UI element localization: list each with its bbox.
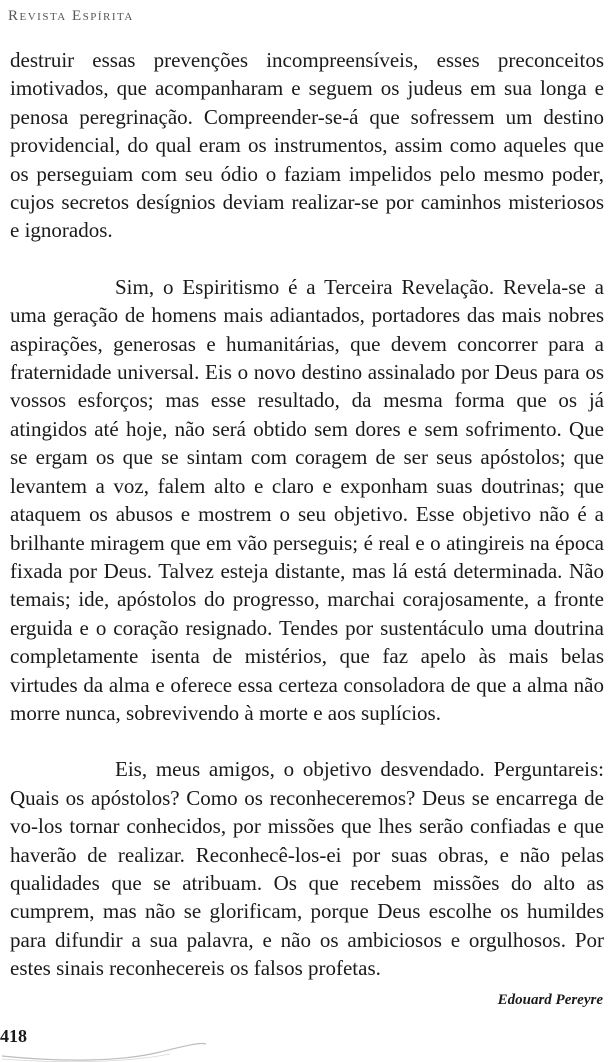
body-text [10, 46, 604, 1011]
running-header: Revista Espírita [8, 8, 134, 24]
paragraph-third-revelation: Sim, o Espiritismo é a Terceira Revelação. Revela-se a uma geração de homens mais adiantados, portadores das mais nobres aspirações, generosas e humanitárias, que devem concorrer para a fraternidade universal. Eis o novo destino assinalado por Deus para os vossos esforços; mas esse resultado, da mesma forma que os já atingidos até hoje, não será obtido sem dores e sem sofrimento. Que se ergam os que se sintam com coragem de ser seus apóstolos; que levantem a voz, falem alto e claro e exponham suas doutrinas; que ataquem os abusos e mostrem o seu objetivo. Esse objetivo não é a brilhante miragem que em vão perseguis; é real e o atingireis na época fixada por Deus. Talvez esteja distante, mas lá está determinada. Não temais; ide, apóstolos do progresso, marchai corajosamente, a fronte erguida e o coração resignado. Tendes por sustentáculo uma doutrina completamente isenta de mistérios, que faz apelo às mais belas virtudes da alma e oferece essa certeza consoladora de que a alma não morre nunca, sobrevivendo à morte e aos suplícios. [10, 274, 604, 725]
paragraph-objective-revealed: Eis, meus amigos, o objetivo desvendado. Perguntareis: Quais os apóstolos? Como os reconheceremos? Deus se encarrega de vo-los tornar conhecidos, por missões que lhes serão confiadas e que haverão de realizar. Reconhecê-los-ei por suas obras, e não pelas qualidades que se atribuam. Os que recebem missões do alto as cumprem, mas não se glorificam, porque Deus escolhe os humildes para difundir a sua palavra, e não os ambiciosos e orgulhosos. Por estes sinais reconhecereis os falsos profetas. [10, 757, 604, 981]
page-number-swash-ornament [0, 1022, 210, 1062]
paragraph-continuation: destruir essas prevenções incompreensíveis, esses preconceitos imotivados, que acompanharam e seguem os judeus em sua longa e penosa peregrinação. Compreender-se-á que sofressem um destino providencial, do qual eram os instrumentos, assim como aqueles que os perseguiam com seu ódio o faziam impelidos pelo mesmo poder, cujos secretos desígnios deviam realizar-se por caminhos misteriosos e ignorados. [10, 48, 604, 243]
author-signature: Edouard Pereyre [497, 992, 603, 1008]
page-number: 418 [0, 1026, 27, 1046]
